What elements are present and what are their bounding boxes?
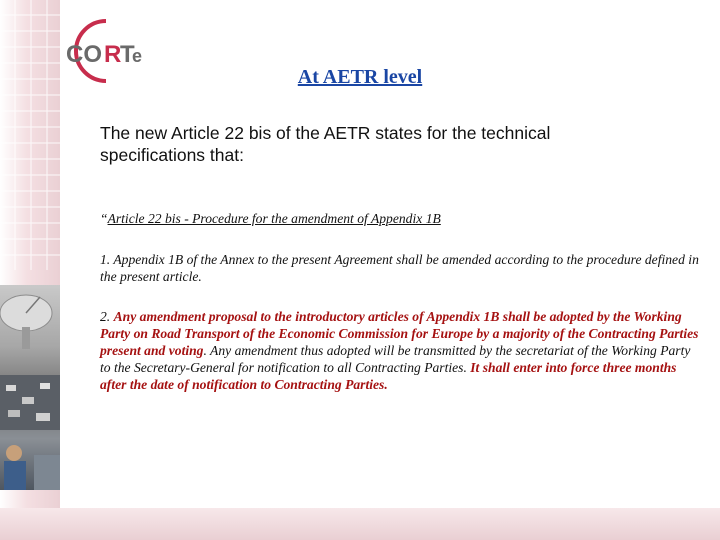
paragraph-2-end: . [384, 377, 388, 392]
article-heading [100, 210, 700, 227]
svg-text:CO: CO [66, 41, 102, 68]
article-heading-text: Article 22 bis - Procedure for the amendment of Appendix 1B [107, 211, 441, 226]
paragraph-2 [100, 308, 700, 393]
slide-title: At AETR level [297, 66, 423, 88]
paragraph-2-number: 2. [100, 309, 114, 324]
intro-text: The new Article 22 bis of the AETR states for the technical specifications that: [100, 123, 551, 165]
traffic-photo-strip [0, 285, 60, 490]
paragraph-2-emphasis-2: It shall enter into force three months after the date of notification to Contracting Parties [100, 360, 677, 392]
svg-text:e: e [132, 46, 143, 66]
bottom-decorative-band [0, 508, 720, 540]
paragraph-1: 1. Appendix 1B of the Annex to the present Agreement shall be amended according to the procedure defined in the present article. [100, 252, 699, 284]
satellite-dish-and-road-icon [0, 285, 60, 490]
svg-text:T: T [120, 41, 135, 68]
pattern-squares [0, 0, 60, 270]
paragraph-2-emphasis-1: Any amendment proposal to the introductory articles of Appendix 1B shall be adopted by the Working Party on Road Transport of the Economic Commission for Europe by a majority of the Contracting Parties present and voting [100, 309, 699, 358]
paragraph-2-plain: . Any amendment thus adopted will be transmitted by the secretariat of the Working Party to the Secretary-General for notification to all Contracting Parties. [100, 343, 691, 375]
svg-text:R: R [104, 41, 122, 68]
opening-quote: “ [100, 211, 108, 226]
